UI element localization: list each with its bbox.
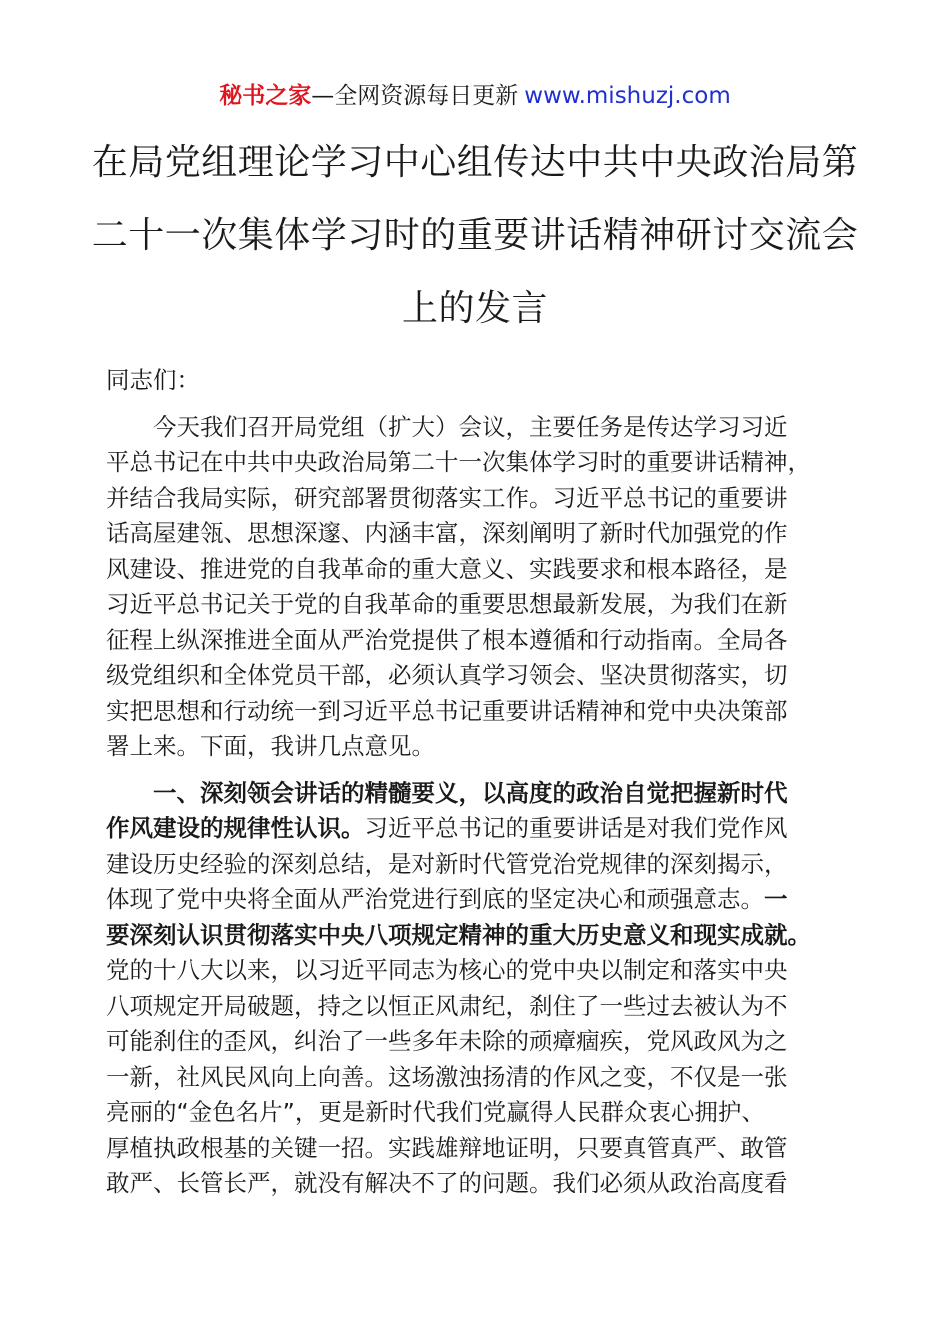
paragraph-line: 一新，社风民风向上向善。这场激浊扬清的作风之变，不仅是一张 (106, 1062, 788, 1091)
paragraph-line (106, 811, 856, 847)
document-title (90, 126, 860, 345)
paragraph-line: 敢严、长管长严，就没有解决不了的问题。我们必须从政治高度看 (106, 1169, 788, 1197)
point-heading-start: 一 (764, 885, 788, 913)
paragraph-line: 可能刹住的歪风，纠治了一些多年未除的顽瘴痼疾，党风政风为之 (106, 1027, 788, 1055)
paragraph-line: 习近平总书记关于党的自我革命的重要思想最新发展，为我们在新 (106, 590, 788, 618)
title-line: 在局党组理论学习中心组传达中共中央政治局第 (91, 142, 859, 183)
paragraph-line: 话高屋建瓴、思想深邃、内涵丰富，深刻阐明了新时代加强党的作 (106, 519, 788, 547)
site-header (0, 78, 950, 114)
brand-name: 秘书之家 (219, 83, 312, 109)
paragraph-line: 实把思想和行动统一到习近平总书记重要讲话精神和党中央决策部 (106, 696, 788, 725)
salutation: 同志们： (106, 366, 200, 394)
paragraph-section-one (106, 776, 856, 1202)
paragraph-text: 体现了党中央将全面从严治党进行到底的坚定决心和顽强意志。 (106, 885, 764, 913)
paragraph-line: 风建设、推进党的自我革命的重大意义、实践要求和根本路径，是 (106, 554, 788, 583)
paragraph-line: 平总书记在中共中央政治局第二十一次集体学习时的重要讲话精神， (106, 448, 811, 476)
section-heading-end: 作风建设的规律性认识。 (106, 814, 365, 842)
point-heading-line: 要深刻认识贯彻落实中央八项规定精神的重大历史意义和现实成就。 (106, 920, 811, 949)
paragraph-line: 亮丽的“金色名片”，更是新时代我们党赢得人民群众衷心拥护、 (106, 1098, 765, 1126)
paragraph-line: 厚植执政根基的关键一招。实践雄辩地证明，只要真管真严、敢管 (106, 1133, 788, 1162)
document-body (106, 363, 856, 1202)
title-line: 上的发言 (401, 288, 548, 329)
paragraph-line: 今天我们召开局党组（扩大）会议，主要任务是传达学习习近 (106, 412, 788, 441)
paragraph-line: 建设历史经验的深刻总结，是对新时代管党治党规律的深刻揭示， (106, 849, 788, 878)
section-heading-line: 一、深刻领会讲话的精髓要义，以高度的政治自觉把握新时代 (106, 778, 788, 807)
paragraph-line: 并结合我局实际，研究部署贯彻落实工作。习近平总书记的重要讲 (106, 483, 788, 512)
paragraph-line: 署上来。下面，我讲几点意见。 (106, 732, 435, 760)
paragraph-text: 习近平总书记的重要讲话是对我们党作风 (364, 814, 788, 842)
header-url-link[interactable]: www.mishuzj.com (524, 83, 731, 109)
paragraph-line: 级党组织和全体党员干部，必须认真学习领会、坚决贯彻落实，切 (106, 661, 788, 689)
paragraph-line: 党的十八大以来，以习近平同志为核心的党中央以制定和落实中央 (106, 956, 788, 984)
title-line: 二十一次集体学习时的重要讲话精神研讨交流会 (91, 215, 859, 256)
header-dash: — (311, 83, 335, 109)
paragraph-intro (106, 410, 856, 765)
paragraph-line: 征程上纵深推进全面从严治党提供了根本遵循和行动指南。全局各 (106, 625, 788, 654)
header-tagline: 全网资源每日更新 (334, 83, 519, 109)
paragraph-line (106, 882, 856, 918)
paragraph-line: 八项规定开局破题，持之以恒正风肃纪，刹住了一些过去被认为不 (106, 991, 788, 1020)
